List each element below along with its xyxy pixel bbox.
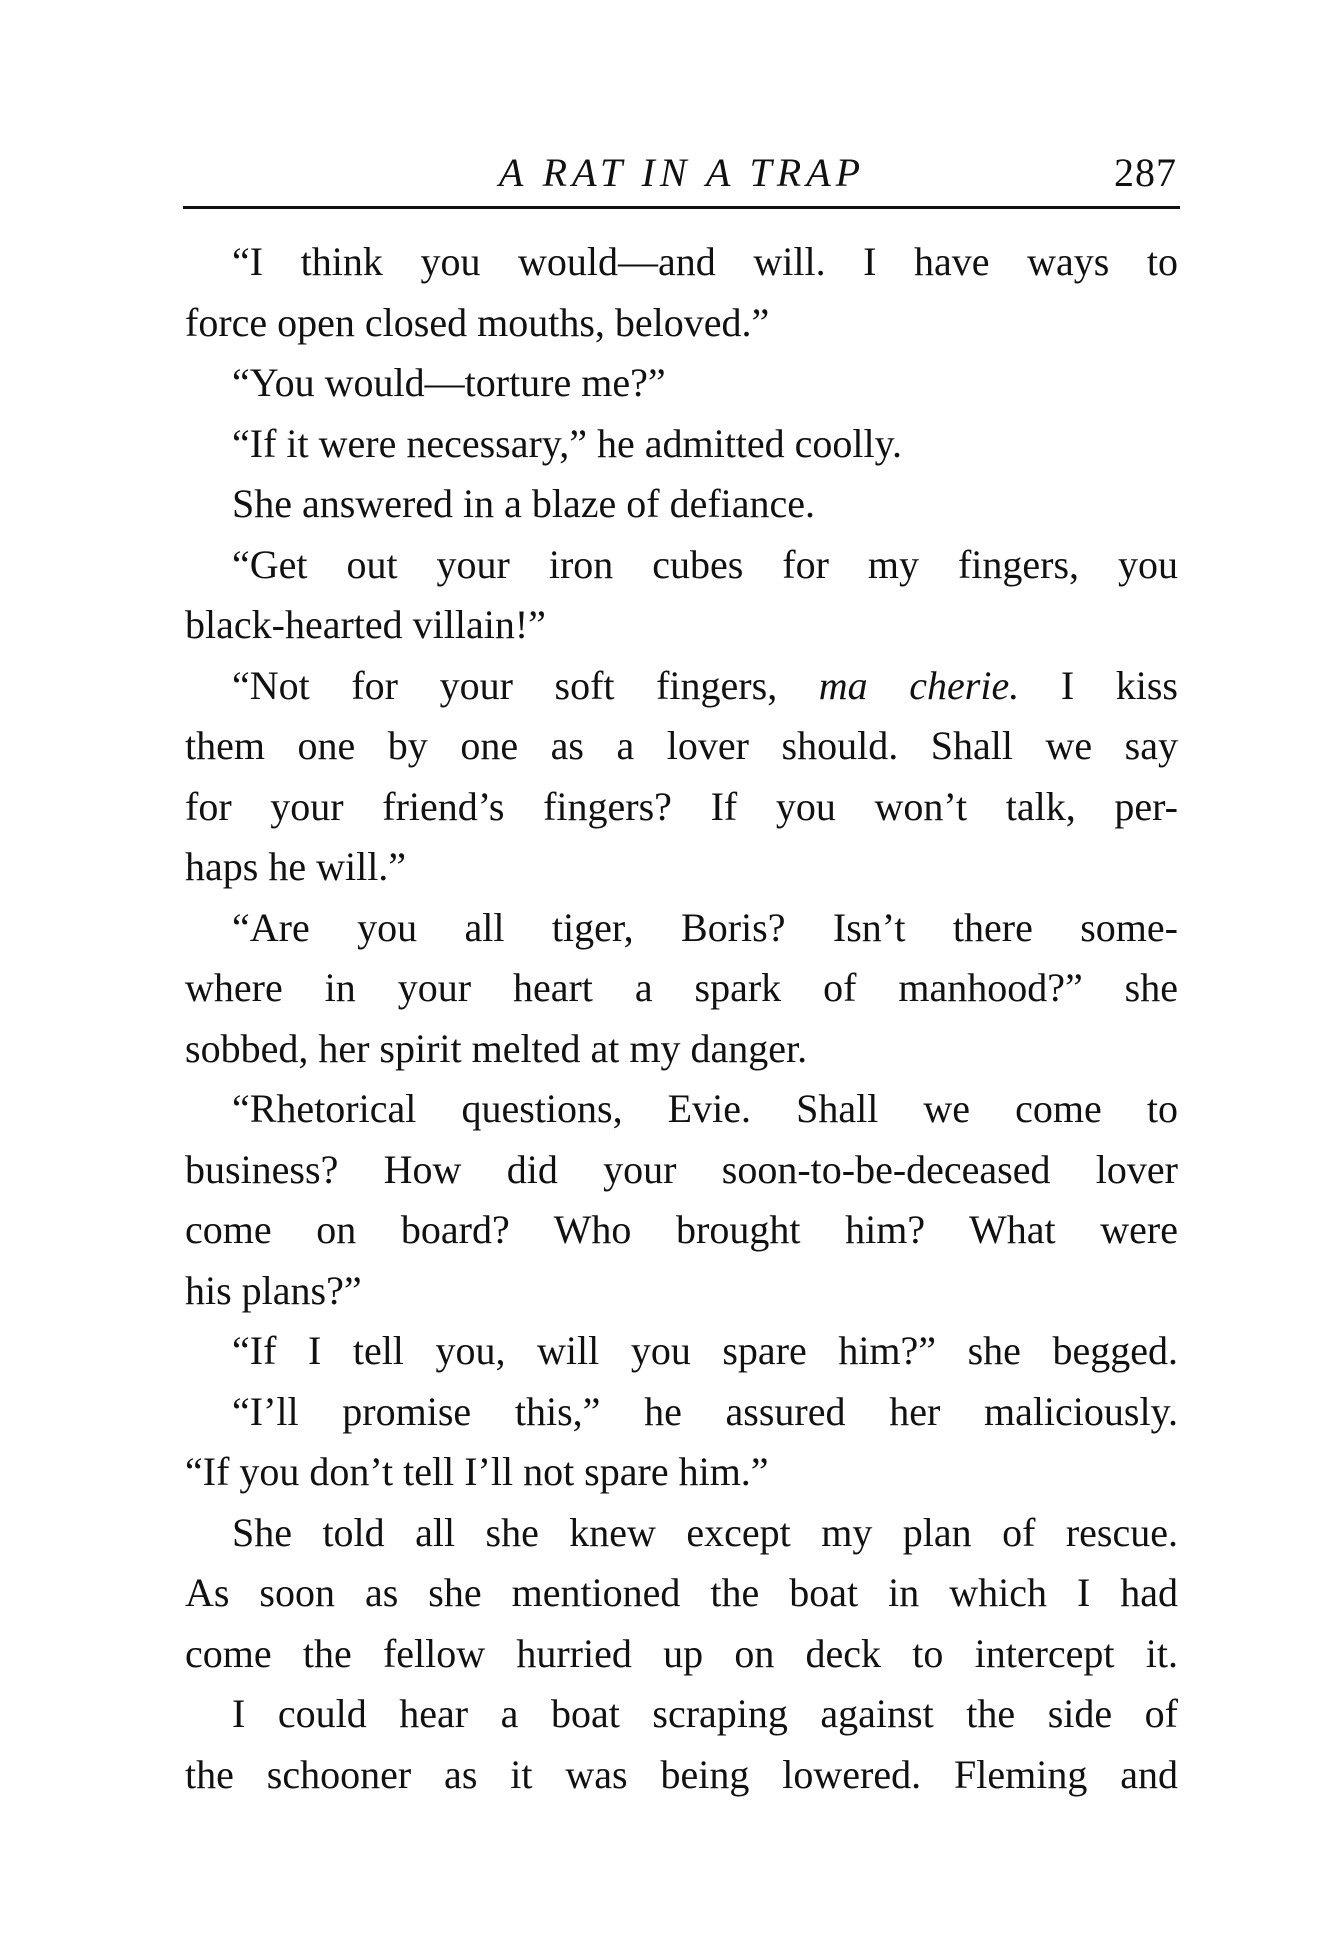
text-line: them one by one as a lover should. Shall we say: [185, 723, 1178, 768]
body-text: [185, 232, 1178, 1805]
text-line: As soon as she mentioned the boat in which I had: [185, 1570, 1178, 1615]
running-title: A RAT IN A TRAP: [498, 150, 866, 195]
text-run: I kiss: [1019, 662, 1178, 708]
text-line: She answered in a blaze of defiance.: [232, 481, 816, 526]
text-line: for your friend’s fingers? If you won’t talk, per-: [185, 783, 1178, 829]
text-line: the schooner as it was being lowered. Fleming and: [185, 1751, 1178, 1797]
text-line: She told all she knew except my plan of rescue.: [232, 1509, 1178, 1555]
text-line: come on board? Who brought him? What were: [185, 1207, 1178, 1252]
text-run: “Not for your soft fingers,: [232, 662, 819, 708]
text-line: where in your heart a spark of manhood?” she: [185, 965, 1178, 1010]
running-head: [187, 148, 1177, 198]
text-line: “If it were necessary,” he admitted coolly.: [232, 420, 903, 466]
page-number: 287: [1114, 150, 1177, 195]
text-line: black-hearted villain!”: [185, 602, 546, 647]
text-line: “Rhetorical questions, Evie. Shall we come to: [232, 1086, 1178, 1131]
text-line: business? How did your soon-to-be-deceased lover: [185, 1146, 1178, 1192]
text-line: “You would—torture me?”: [232, 360, 666, 405]
text-line: “Are you all tiger, Boris? Isn’t there some-: [232, 904, 1178, 950]
text-line: [185, 656, 1178, 717]
text-line: “I’ll promise this,” he assured her maliciously.: [232, 1388, 1178, 1434]
text-line: come the fellow hurried up on deck to intercept it.: [185, 1630, 1178, 1676]
text-line: “I think you would—and will. I have ways to: [232, 239, 1178, 284]
text-line: “If you don’t tell I’ll not spare him.”: [185, 1449, 769, 1494]
text-line: his plans?”: [185, 1267, 362, 1313]
text-line: force open closed mouths, beloved.”: [185, 299, 770, 345]
text-line: haps he will.”: [185, 844, 407, 889]
text-line: sobbed, her spirit melted at my danger.: [185, 1025, 808, 1071]
italic-phrase: ma cherie.: [818, 662, 1020, 708]
text-line: “If I tell you, will you spare him?” she begged.: [232, 1328, 1178, 1373]
header-rule: [183, 206, 1180, 209]
text-line: I could hear a boat scraping against the side of: [232, 1691, 1178, 1736]
text-line: “Get out your iron cubes for my fingers, you: [232, 541, 1178, 587]
